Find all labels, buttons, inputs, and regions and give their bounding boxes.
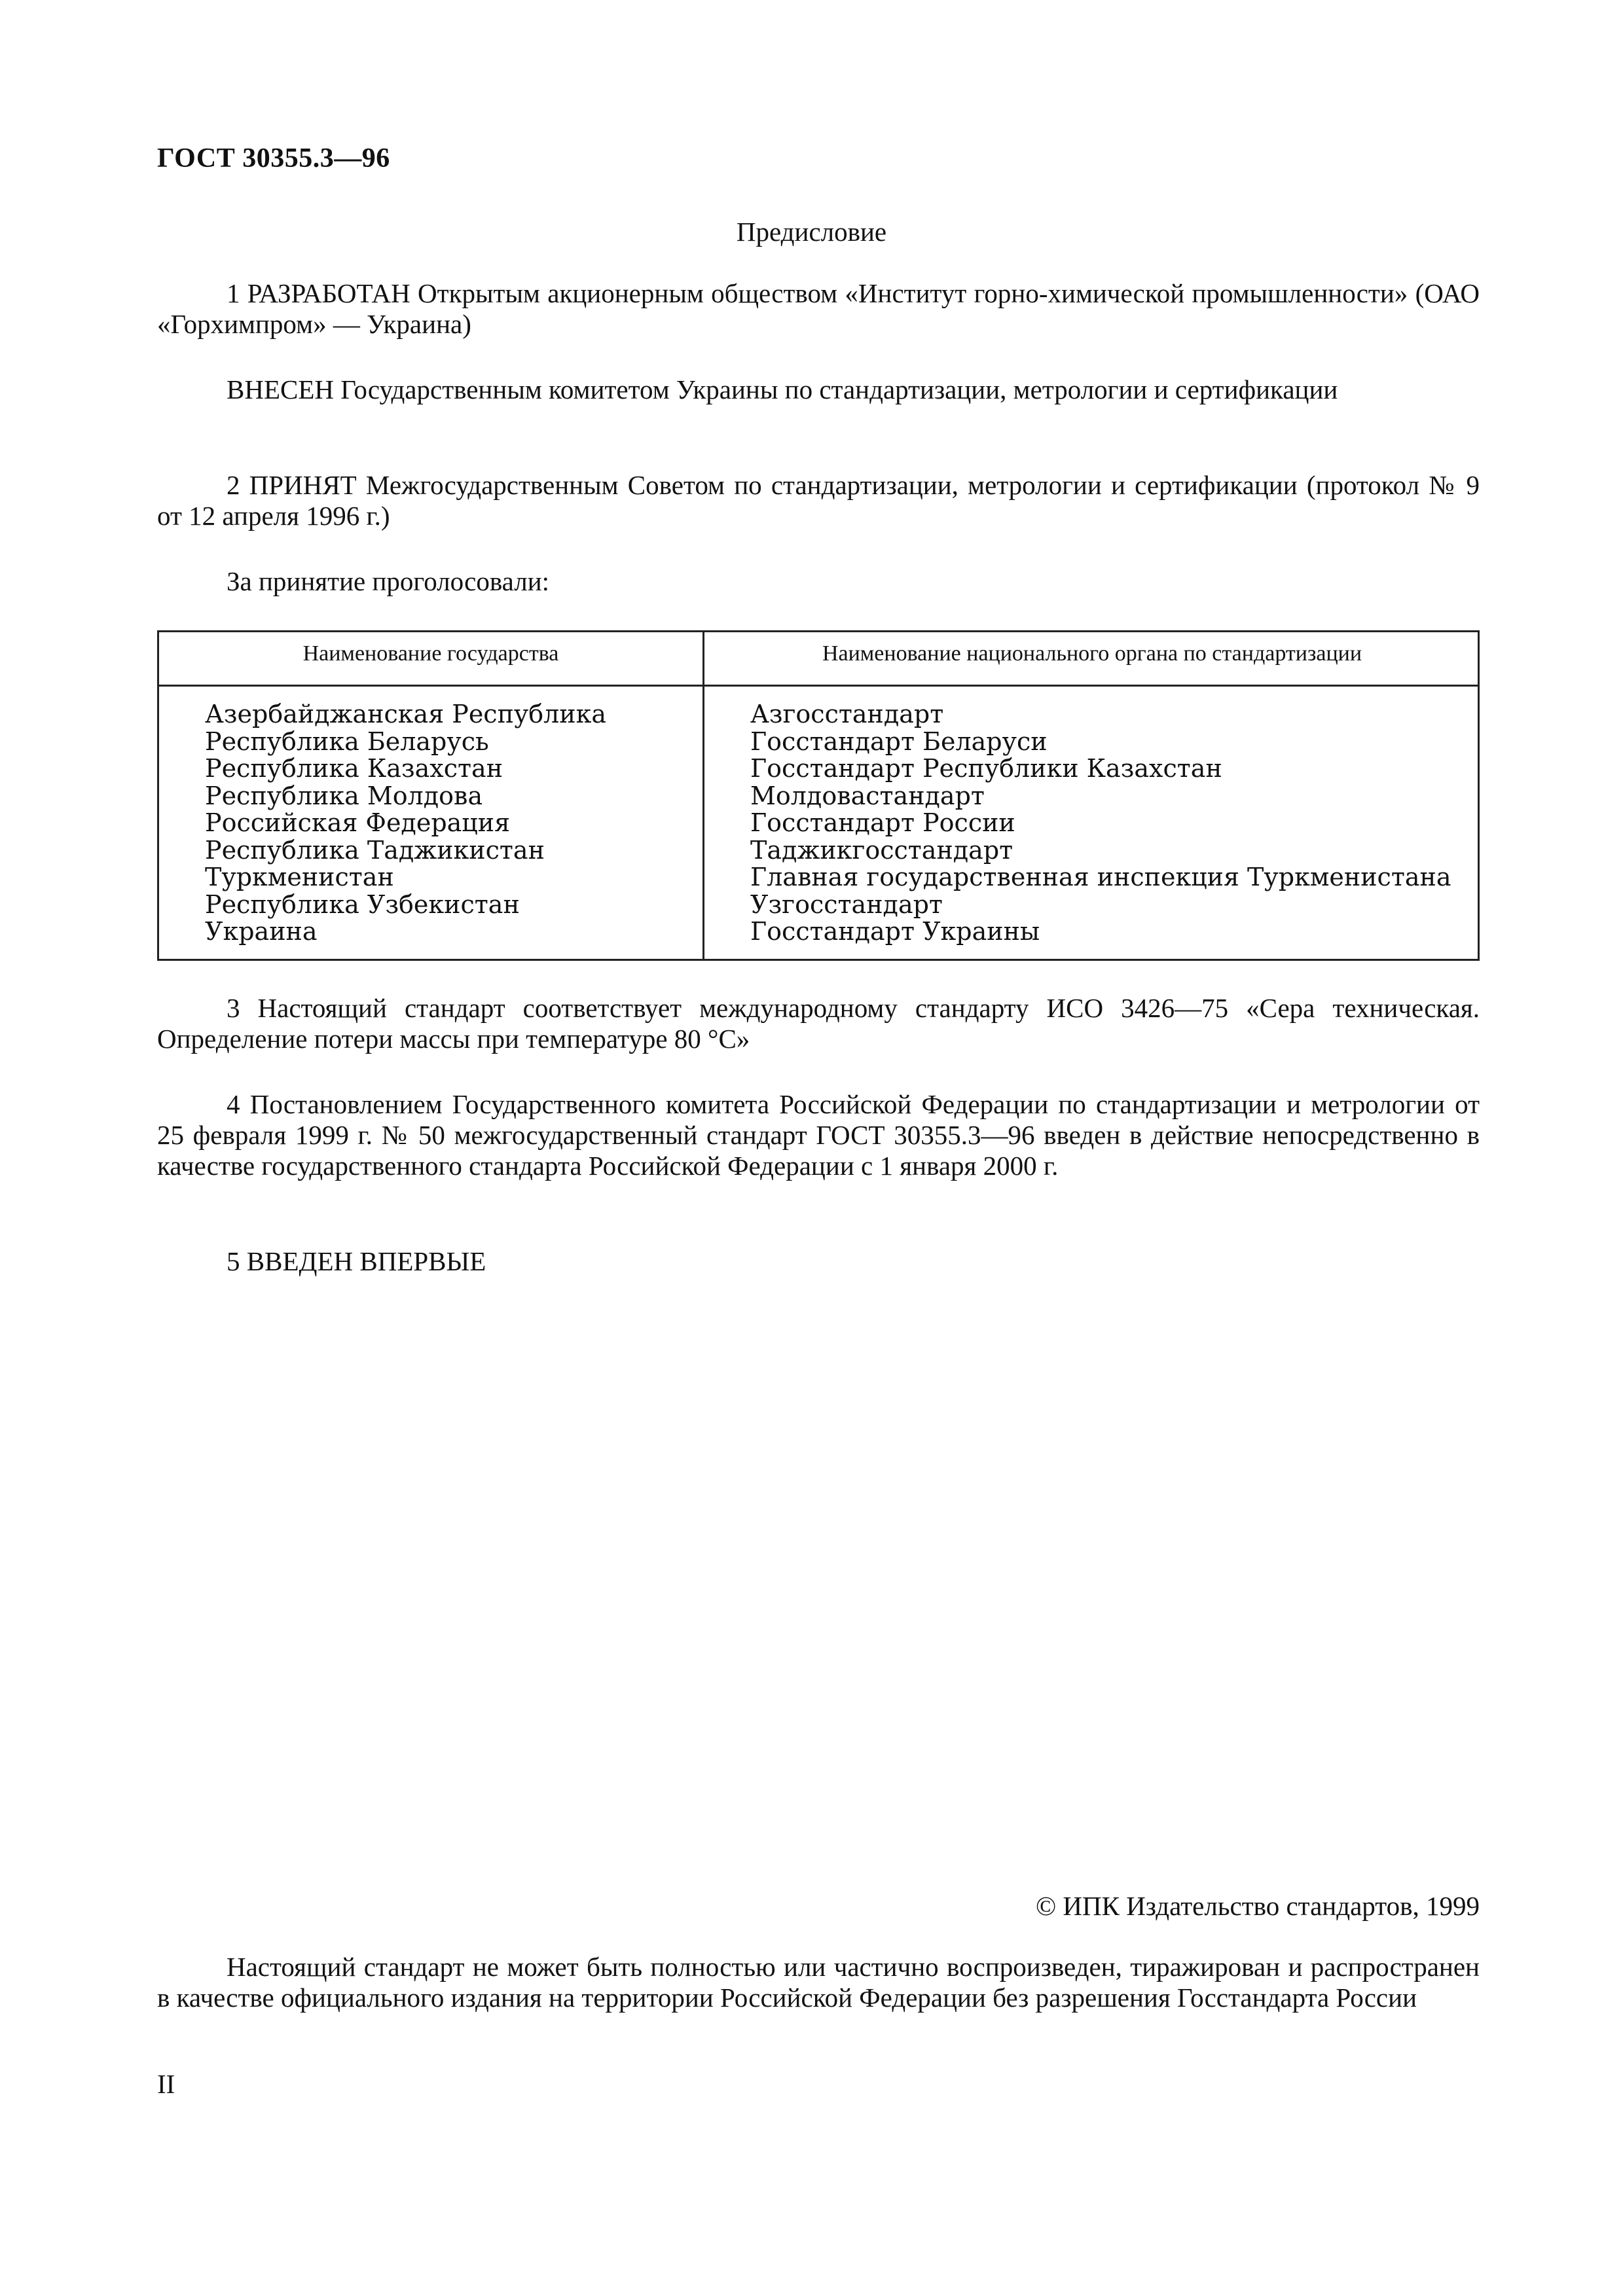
table-cell-state: Республика Молдова	[205, 781, 483, 810]
table-header-state: Наименование государства	[302, 641, 559, 666]
table-cell-state: Республика Беларусь	[205, 726, 489, 756]
paragraph-developed: 1 РАЗРАБОТАН Открытым акционерным обществом «Институт горно-химической промышленности» (ОАО «Горхимпром» — Украина)	[157, 278, 1480, 339]
paragraph-first-introduced: 5 ВВЕДЕН ВПЕРВЫЕ	[227, 1246, 486, 1276]
table-column-standards-bodies	[750, 701, 1451, 946]
table-cell-state: Республика Таджикистан	[205, 835, 545, 865]
table-cell-standards-body: Госстандарт Республики Казахстан	[750, 754, 1222, 783]
paragraph-voted: За принятие проголосовали:	[227, 566, 550, 596]
reproduction-notice: Настоящий стандарт не может быть полностью или частично воспроизведен, тиражирован и распространен в качестве официального издания на территории Российской Федерации без разрешения Госстандарта России	[157, 1952, 1480, 2013]
table-cell-state: Украина	[205, 917, 318, 946]
preface-heading: Предисловие	[736, 217, 887, 247]
paragraph-enactment: 4 Постановлением Государственного комитета Российской Федерации по стандартизации и метрологии от 25 февраля 1999 г. № 50 межгосударственный стандарт ГОСТ 30355.3—96 введен в действие непосредственно в качестве государственного стандарта Российской Федерации с 1 января 2000 г.	[157, 1089, 1480, 1181]
table-cell-state: Республика Казахстан	[205, 754, 503, 783]
table-column-divider	[702, 632, 704, 959]
table-cell-standards-body: Госстандарт Украины	[750, 917, 1040, 946]
table-cell-standards-body: Таджикгосстандарт	[750, 835, 1013, 865]
table-header-divider	[159, 685, 1478, 687]
table-cell-standards-body: Главная государственная инспекция Туркменистана	[750, 863, 1451, 891]
table-header-standards-body: Наименование национального органа по стандартизации	[822, 641, 1362, 666]
table-cell-state: Азербайджанская Республика	[205, 700, 607, 728]
paragraph-iso-correspondence: 3 Настоящий стандарт соответствует международному стандарту ИСО 3426—75 «Сера техническая. Определение потери массы при температуре 80 °С»	[157, 993, 1480, 1054]
page-number: II	[157, 2069, 175, 2099]
table-cell-standards-body: Молдовастандарт	[750, 781, 985, 810]
table-cell-standards-body: Узгосстандарт	[750, 889, 943, 919]
table-cell-standards-body: Азгосстандарт	[750, 700, 944, 728]
voting-table	[157, 630, 1480, 961]
table-cell-standards-body: Госстандарт России	[750, 808, 1015, 837]
table-column-states	[205, 701, 606, 946]
copyright-notice: © ИПК Издательство стандартов, 1999	[1035, 1891, 1480, 1921]
document-code: ГОСТ 30355.3—96	[157, 143, 390, 173]
table-cell-standards-body: Госстандарт Беларуси	[750, 726, 1048, 756]
table-cell-state: Туркменистан	[205, 863, 394, 891]
paragraph-introduced: ВНЕСЕН Государственным комитетом Украины по стандартизации, метрологии и сертификации	[227, 374, 1338, 404]
table-cell-state: Российская Федерация	[205, 808, 511, 837]
table-cell-state: Республика Узбекистан	[205, 889, 520, 919]
paragraph-adopted: 2 ПРИНЯТ Межгосударственным Советом по стандартизации, метрологии и сертификации (протокол № 9 от 12 апреля 1996 г.)	[157, 470, 1480, 531]
